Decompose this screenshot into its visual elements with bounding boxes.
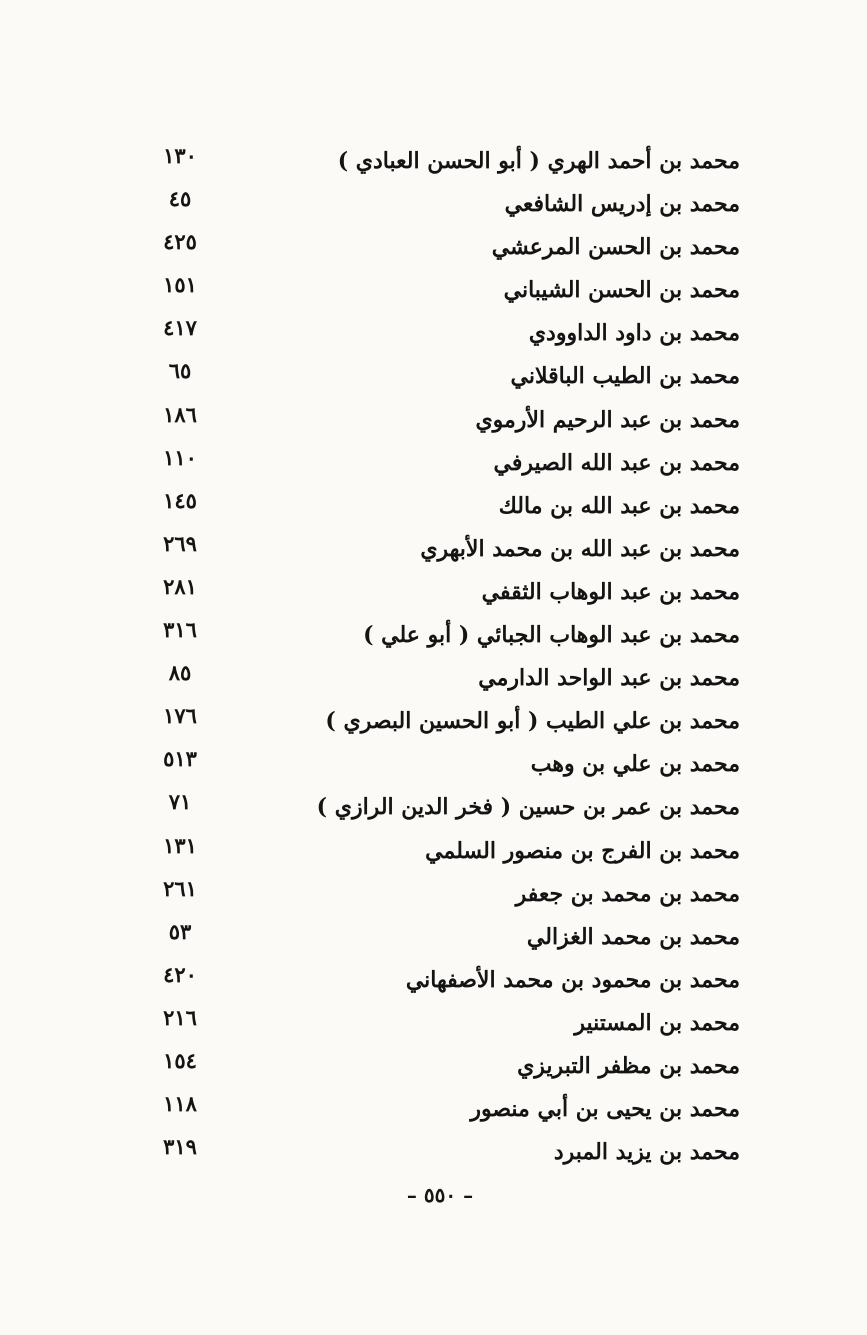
entry-name: محمد بن عمر بن حسين ( فخر الدين الرازي ) [316,794,740,821]
entry-page-number: ٢٦٩ [163,530,197,556]
index-entry [130,873,740,916]
entry-page-number: ١١٠ [163,444,197,470]
index-entry [130,959,740,1002]
entry-page-number: ٦٥ [168,358,192,384]
entry-name: محمد بن عبد الوهاب الجبائي ( أبو علي ) [363,622,740,649]
index-entry [130,700,740,743]
index-entry [130,183,740,226]
entry-page-number: ١١٨ [163,1091,197,1117]
index-entry [130,355,740,398]
entry-page-number: ١٨٦ [163,401,197,427]
index-entry [130,226,740,269]
entry-name: محمد بن عبد الرحيم الأرموي [475,406,740,433]
entry-page-number: ٤٢٠ [163,961,197,987]
index-entry [130,399,740,442]
entry-name: محمد بن الحسن المرعشي [491,234,740,261]
entry-page-number: ٤٢٥ [163,229,197,255]
entry-page-number: ٥١٣ [163,746,197,772]
entry-page-number: ٤٥ [168,186,192,212]
index-entry [130,1088,740,1131]
entry-name: محمد بن عبد الله بن مالك [498,492,740,519]
entry-name: محمد بن محمود بن محمد الأصفهاني [405,966,740,993]
entry-page-number: ١٤٥ [163,487,197,513]
index-entry [130,1045,740,1088]
index-entry [130,485,740,528]
index-entry [130,571,740,614]
entry-page-number: ١٥١ [163,272,197,298]
entry-name: محمد بن علي الطيب ( أبو الحسين البصري ) [325,708,740,735]
entry-name: محمد بن عبد الله الصيرفي [493,449,740,476]
entry-name: محمد بن مظفر التبريزي [517,1052,740,1079]
index-list [130,140,740,1174]
index-entry [130,916,740,959]
index-entry [130,528,740,571]
index-entry [130,442,740,485]
entry-name: محمد بن داود الداوودي [528,320,740,347]
entry-name: محمد بن عبد الواحد الدارمي [478,665,740,692]
entry-name: محمد بن عبد الوهاب الثقفي [481,578,740,605]
index-entry [130,269,740,312]
entry-page-number: ٢١٦ [163,1004,197,1030]
entry-page-number: ١٥٤ [163,1047,197,1073]
entry-name: محمد بن أحمد الهري ( أبو الحسن العبادي ) [337,148,740,174]
entry-page-number: ٢٨١ [163,573,197,599]
entry-name: محمد بن محمد الغزالي [526,923,740,950]
entry-page-number: ٣١٩ [163,1134,197,1160]
index-entry [130,1131,740,1174]
index-entry [130,657,740,700]
entry-page-number: ٢٦١ [163,875,197,901]
entry-page-number: ١٣١ [163,832,197,858]
index-entry [130,140,740,183]
entry-page-number: ٨٥ [168,660,192,686]
page-number: – ٥٥٠ – [406,1183,474,1207]
entry-page-number: ٥٣ [168,918,192,944]
entry-page-number: ٧١ [168,789,192,815]
entry-name: محمد بن يزيد المبرد [553,1139,740,1166]
entry-name: محمد بن عبد الله بن محمد الأبهري [420,535,740,562]
entry-page-number: ٤١٧ [163,315,197,341]
index-entry [130,312,740,355]
index-entry [130,830,740,873]
entry-page-number: ١٧٦ [163,703,197,729]
index-entry [130,743,740,786]
entry-name: محمد بن محمد بن جعفر [515,880,740,907]
index-entry [130,1002,740,1045]
entry-name: محمد بن الحسن الشيباني [503,277,740,304]
entry-name: محمد بن الفرج بن منصور السلمي [425,837,740,864]
index-entry [130,786,740,829]
entry-name: محمد بن الطيب الباقلاني [510,363,740,390]
entry-name: محمد بن المستنير [574,1009,740,1036]
index-entry [130,614,740,657]
entry-name: محمد بن إدريس الشافعي [504,191,740,218]
entry-name: محمد بن يحيى بن أبي منصور [470,1096,740,1123]
entry-name: محمد بن علي بن وهب [530,751,740,778]
entry-page-number: ١٣٠ [163,143,197,168]
entry-page-number: ٣١٦ [163,617,197,643]
